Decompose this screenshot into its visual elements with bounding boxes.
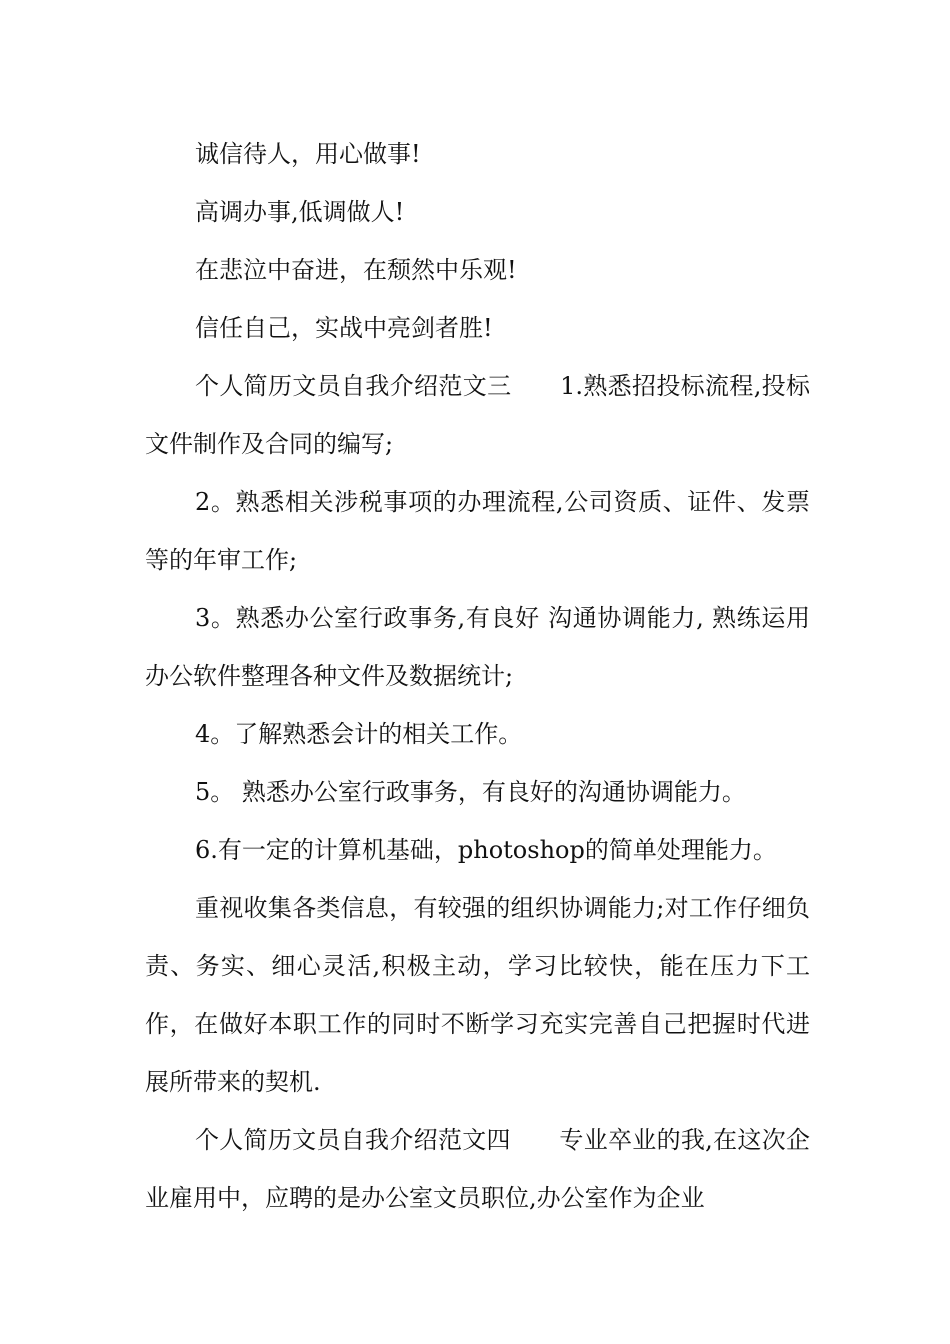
paragraph-motto-2: 高调办事,低调做人! <box>195 198 405 226</box>
paragraph-sample-four: 个人简历文员自我介绍范文四 专业卒业的我,在这次企业雇用中，应聘的是办公室文员职位,办公室作为企业 <box>145 1126 810 1212</box>
paragraph-item-2: 2。熟悉相关涉税事项的办理流程,公司资质、证件、发票等的年审工作; <box>145 488 810 574</box>
paragraph-item-6: 6.有一定的计算机基础，photoshop的简单处理能力。 <box>195 836 777 864</box>
paragraph-item-3: 3。熟悉办公室行政事务,有良好 沟通协调能力, 熟练运用办公软件整理各种文件及数据统计; <box>145 604 810 690</box>
document-page <box>145 125 810 1227</box>
paragraph-motto-1: 诚信待人，用心做事! <box>195 140 421 168</box>
paragraph-summary: 重视收集各类信息，有较强的组织协调能力;对工作仔细负责、务实、细心灵活,积极主动，学习比较快，能在压力下工作，在做好本职工作的同时不断学习充实完善自己把握时代进展所带来的契机. <box>145 894 810 1096</box>
paragraph-item-4: 4。了解熟悉会计的相关工作。 <box>195 720 523 748</box>
paragraph-item-5: 5。 熟悉办公室行政事务，有良好的沟通协调能力。 <box>195 778 746 806</box>
paragraph-sample-three-item-1: 个人简历文员自我介绍范文三 1.熟悉招投标流程,投标文件制作及合同的编写; <box>145 372 810 458</box>
paragraph-motto-3: 在悲泣中奋进，在颓然中乐观! <box>195 256 517 284</box>
paragraph-motto-4: 信任自己，实战中亮剑者胜! <box>195 314 493 342</box>
